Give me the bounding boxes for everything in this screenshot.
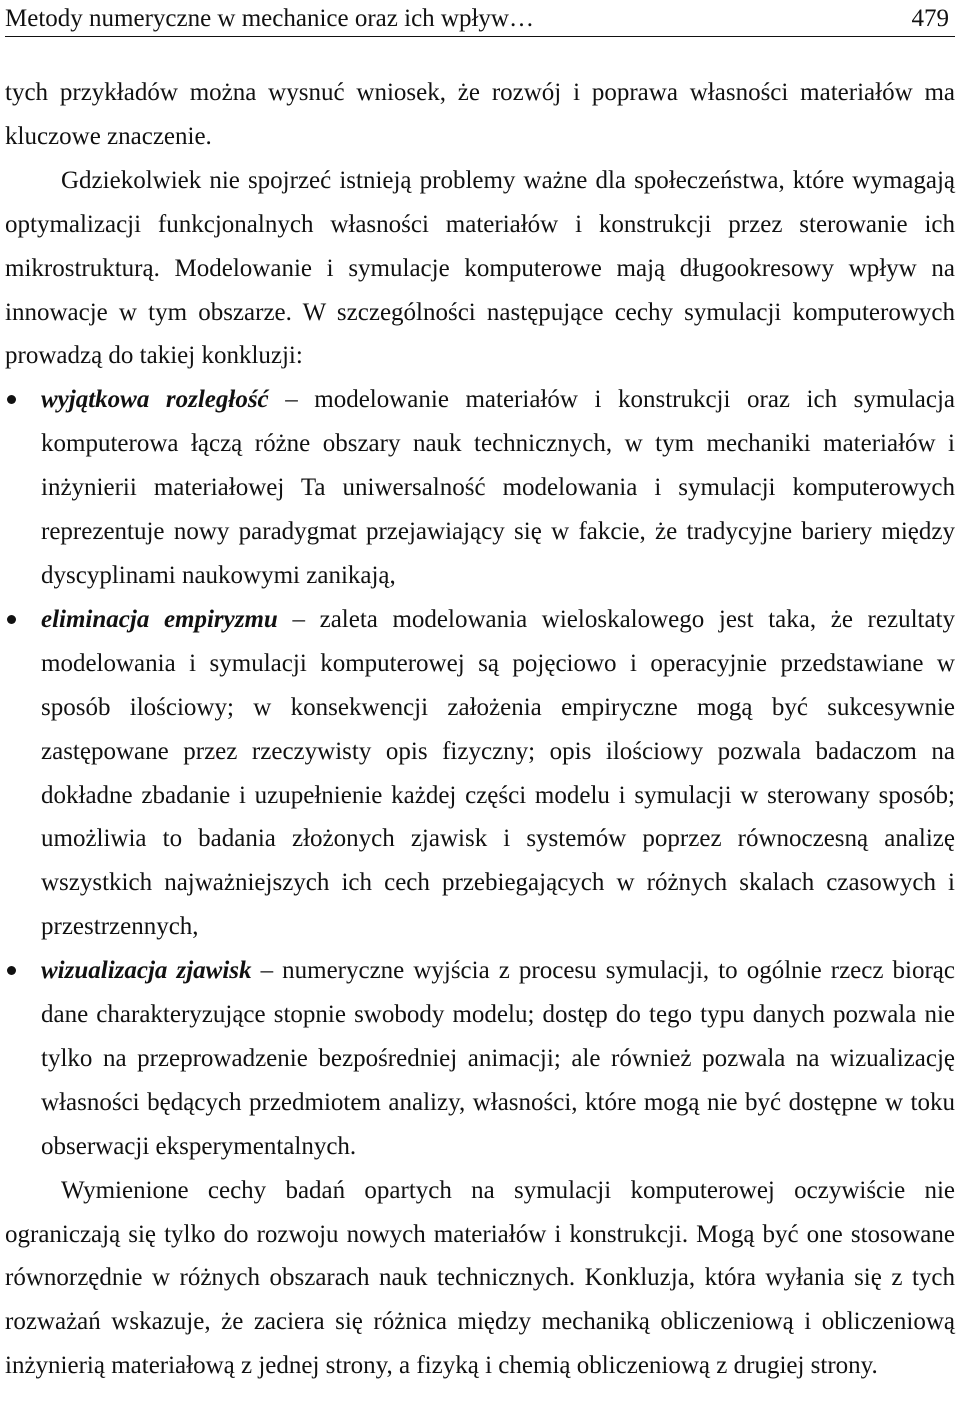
intro-paragraph: tych przykładów można wysnuć wniosek, że rozwój i poprawa własności materiałów ma kluczowe znaczenie.	[5, 79, 955, 150]
list-item	[5, 378, 955, 598]
bullet-icon	[7, 395, 16, 404]
page-number: 479	[911, 5, 949, 32]
list-item-text: – modelowanie materiałów i konstrukcji oraz ich symulacja komputerowa łączą różne obszary nauk technicznych, w tym mechaniki materiałów i inżynierii materiałowej Ta uniwersalność modelowania i symulacji komputerowych reprezentuje nowy paradygmat przejawiający się w fakcie, że tradycyjne bariery między dyscyplinami naukowymi zanikają,	[41, 386, 955, 589]
bullet-icon	[7, 615, 16, 624]
bullet-icon	[7, 966, 16, 975]
list-item-body	[41, 378, 955, 598]
list-item-text: – numeryczne wyjścia z procesu symulacji, to ogólnie rzecz biorąc dane charakteryzujące stopnie swobody modelu; dostęp do tego typu danych pozwala nie tylko na przeprowadzenie bezpośredniej animacji; ale również pozwala na wizualizację własności będących przedmiotem analizy, własności, które mogą nie być dostępne w toku obserwacji eksperymentalnych.	[41, 957, 955, 1160]
paragraph-conclusion: Wymienione cechy badań opartych na symulacji komputerowej oczywiście nie ograniczają się tylko do rozwoju nowych materiałów i konstrukcji. Mogą być one stosowane równorzędnie w różnych obszarach nauk technicznych. Konkluzja, która wyłania się z tych rozważań wskazuje, że zaciera się różnica między mechaniką obliczeniową i obliczeniową inżynierią materiałową z jednej strony, a fizyką i chemią obliczeniową z drugiej strony.	[5, 1176, 955, 1380]
list-item-body	[41, 949, 955, 1169]
list-item-term: eliminacja empiryzmu	[41, 605, 278, 633]
feature-list	[5, 378, 955, 1168]
list-item	[5, 949, 955, 1169]
list-item	[5, 598, 955, 949]
running-header-title: Metody numeryczne w mechanice oraz ich wpływ…	[5, 5, 534, 32]
running-header	[5, 0, 955, 37]
list-item-body	[41, 598, 955, 949]
body-text	[5, 71, 955, 1388]
paragraph-optimization: Gdziekolwiek nie spojrzeć istnieją problemy ważne dla społeczeństwa, które wymagają optymalizacji funkcjonalnych własności materiałów i konstrukcji przez sterowanie ich mikrostrukturą. Modelowanie i symulacje komputerowe mają długookresowy wpływ na innowacje w tym obszarze. W szczególności następujące cechy symulacji komputerowych prowadzą do takiej konkluzji:	[5, 166, 955, 370]
list-item-text: – zaleta modelowania wieloskalowego jest taka, że rezultaty modelowania i symulacji komputerowej są pojęciowo i operacyjnie przedstawiane w sposób ilościowy; w konsekwencji założenia empiryczne mogą być sukcesywnie zastępowane przez rzeczywisty opis fizyczny; opis ilościowy pozwala badaczom na dokładne zbadanie i uzupełnienie każdej części modelu i symulacji w sterowany sposób; umożliwia to badania złożonych zjawisk i systemów poprzez równoczesną analizę wszystkich najważniejszych ich cech przebiegających w różnych skalach czasowych i przestrzennych,	[41, 605, 956, 941]
list-item-term: wizualizacja zjawisk	[41, 957, 252, 985]
document-page	[5, 0, 955, 1388]
list-item-term: wyjątkowa rozległość	[41, 386, 269, 414]
